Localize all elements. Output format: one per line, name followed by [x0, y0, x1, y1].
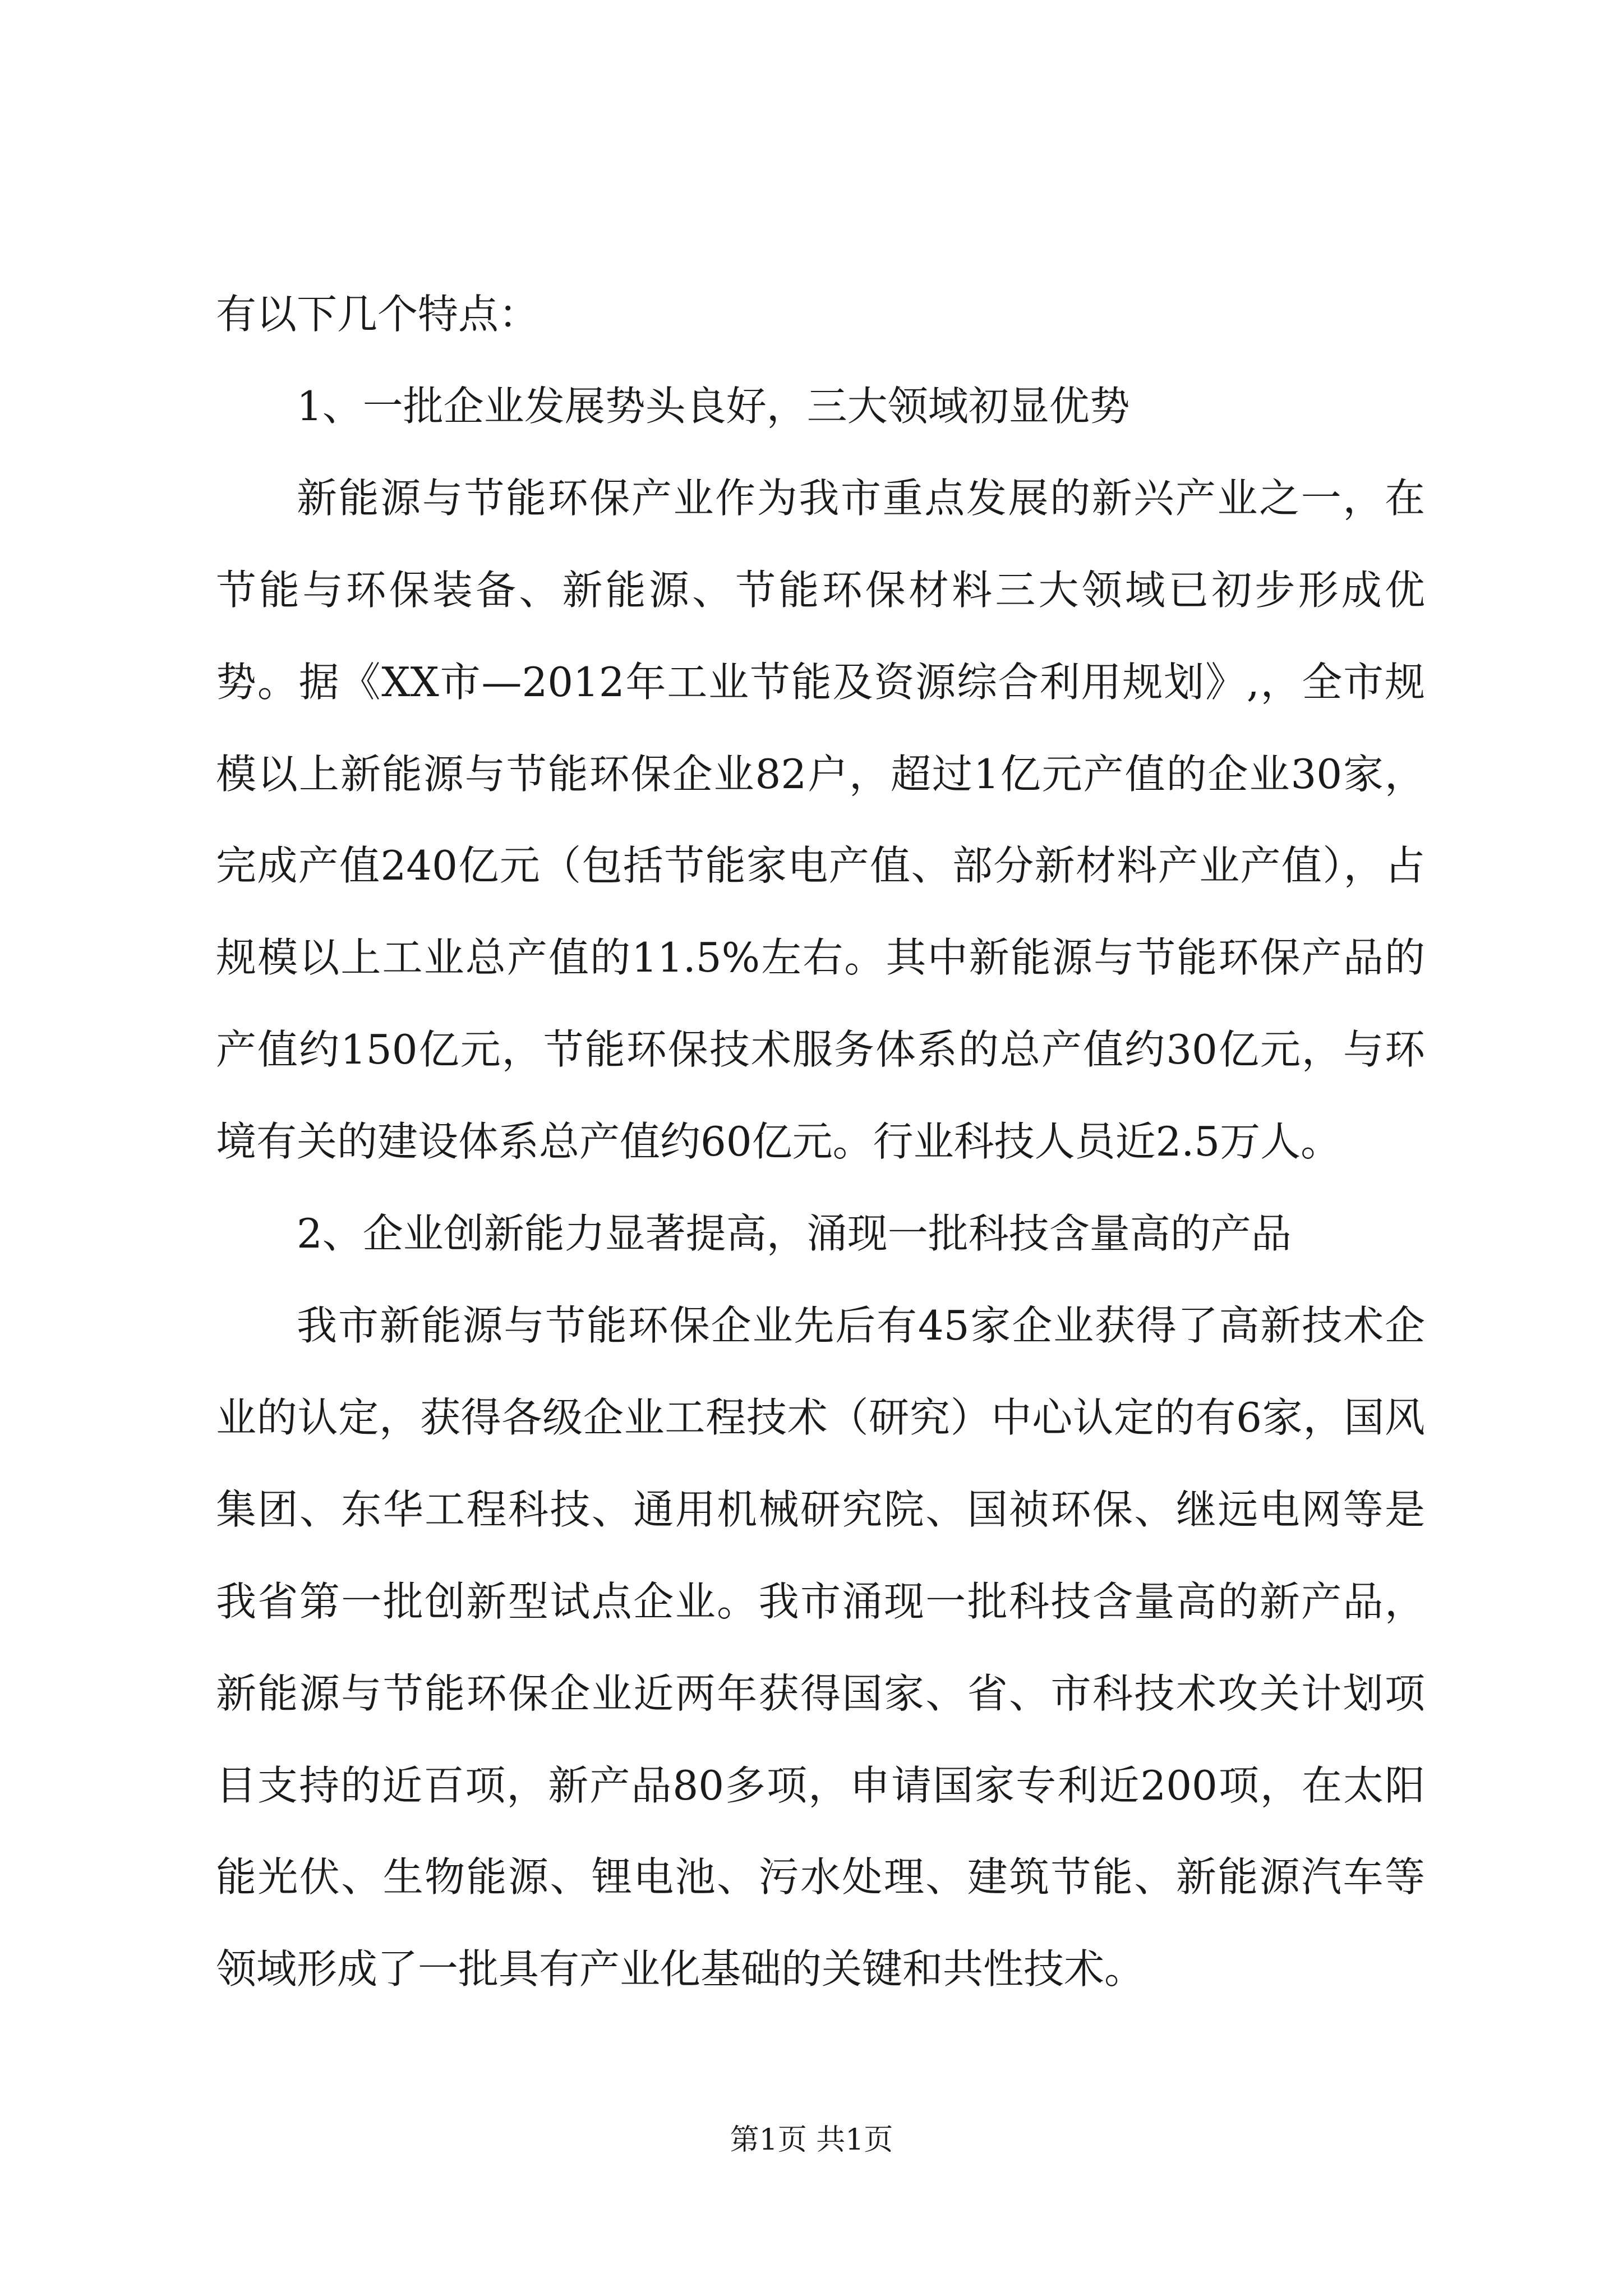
paragraph-intro: 有以下几个特点： — [216, 291, 540, 338]
page-footer: 第1页 共1页 — [730, 2123, 893, 2157]
heading-point-2: 2、企业创新能力显著提高，涌现一批科技含量高的产品 — [297, 1210, 1292, 1258]
paragraph-point-1-body: 新能源与节能环保产业作为我市重点发展的新兴产业之一，在节能与环保装备、新能源、节能环保材料三大领域已初步形成优势。据《XX市—2012年工业节能及资源综合利用规划》,，全市规模以上新能源与节能环保企业82户，超过1亿元产值的企业30家，完成产值240亿元（包括节能家电产值、部分新材料产业产值），占规模以上工业总产值的11.5%左右。其中新能源与节能环保产品的产值约150亿元，节能环保技术服务体系的总产值约30亿元，与环境有关的建设体系总产值约60亿元。行业科技人员近2.5万人。 — [216, 474, 1425, 1166]
document-body — [216, 269, 1425, 2016]
heading-point-1: 1、一批企业发展势头良好，三大领域初显优势 — [297, 382, 1130, 430]
paragraph-point-2-body: 我市新能源与节能环保企业先后有45家企业获得了高新技术企业的认定，获得各级企业工程技术（研究）中心认定的有6家，国风集团、东华工程科技、通用机械研究院、国祯环保、继远电网等是我省第一批创新型试点企业。我市涌现一批科技含量高的新产品，新能源与节能环保企业近两年获得国家、省、市科技术攻关计划项目支持的近百项，新产品80多项，申请国家专利近200项，在太阳能光伏、生物能源、锂电池、污水处理、建筑节能、新能源汽车等领域形成了一批具有产业化基础的关键和共性技术。 — [216, 1301, 1425, 1993]
